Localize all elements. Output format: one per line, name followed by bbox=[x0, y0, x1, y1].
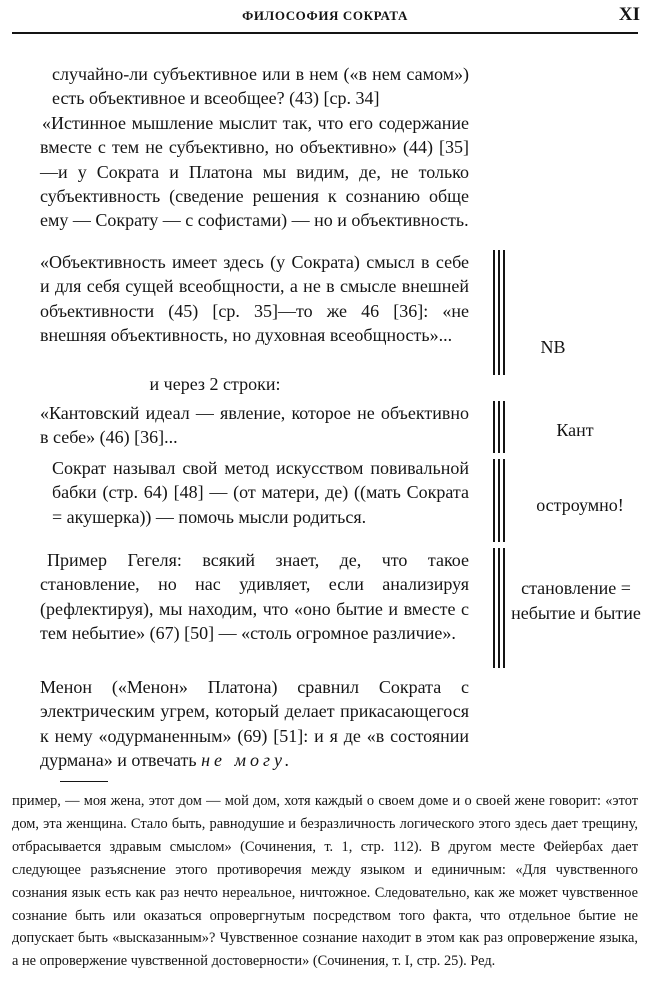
margin-bar bbox=[493, 459, 495, 542]
margin-bar bbox=[503, 250, 505, 375]
paragraph-1: случайно-ли субъективное или в нем («в нем самом») есть объективное и всеобщее? (43) [ср. 34] bbox=[52, 64, 469, 109]
running-title: ФИЛОСОФИЯ СОКРАТА bbox=[242, 8, 408, 23]
paragraph-7: Пример Гегеля: всякий знает, де, что такое становление, но нас удивляет, если анализируя (рефлектируя), мы находим, что «оно бытие и вместе с тем небытие» (67) [50] — «столь огромное различие». bbox=[40, 550, 469, 643]
paragraph-5: «Кантовский идеал — явление, которое не объективно в себе» (46) [36]... bbox=[40, 403, 469, 448]
paragraph-8-emphasis: не могу. bbox=[201, 749, 294, 770]
margin-note-kant: Кант bbox=[556, 420, 594, 440]
margin-bar bbox=[498, 459, 500, 542]
margin-bar bbox=[493, 548, 495, 668]
margin-note-nb: NB bbox=[540, 337, 566, 357]
paragraph-3: «Объективность имеет здесь (у Сократа) смысл в себе и для себя сущей всеобщности, а не в смысле внешней объективности (45) [ср. 35]—то же 46 [36]: «не внешняя объективность, но духовная всеобщность»... bbox=[40, 252, 469, 345]
margin-bar bbox=[498, 548, 500, 668]
margin-note-ostroumno: остроумно! bbox=[536, 495, 624, 515]
footnote-rule bbox=[60, 781, 108, 782]
paragraph-4: и через 2 строки: bbox=[149, 374, 281, 394]
header-rule bbox=[12, 32, 638, 34]
margin-bar bbox=[503, 459, 505, 542]
paragraph-8-text: Менон («Менон» Платона) сравнил Сократа с электрическим угрем, который делает прикасающегося к нему «одурманенным» (69) [51]: и я де «в состоянии дурмана» и отвечать bbox=[40, 677, 469, 770]
page-number: XI bbox=[618, 4, 640, 25]
margin-bar bbox=[493, 401, 495, 453]
paragraph-6: Сократ называл свой метод искусством повивальной бабки (стр. 64) [48] — (от матери, де) ((мать Сократа = акушерка)) — помочь мысли родиться. bbox=[52, 458, 469, 527]
footnote: пример, — моя жена, этот дом — мой дом, хотя каждый о своем доме и о своей жене говорит: «этот дом, эта женщина. Стало быть, равнодушие и безразличность логического этого здесь дает трещину, отбрасывается здравым смыслом» (Сочинения, т. 1, стр. 112). В другом месте Фейербах дает следующее разъяснение этого противоречия между языком и единичным: «Для чувственного сознания язык есть как раз нечто нереальное, ничтожное. Следовательно, как же может чувственное сознание быть или оказаться опровергнутым посредством того факта, что отдельное бытие не допускает быть «высказанным»? Чувственное сознание находит в этом как раз опровержение языка, а не опровержение чувственной достоверности» (Сочинения, т. I, стр. 25). Ред. bbox=[12, 793, 638, 970]
paragraph-2: «Истинное мышление мыслит так, что его содержание вместе с тем не субъективно, но объективно» (44) [35] —и у Сократа и Платона мы видим, де, не только субъективность (сведение решения к сознанию обще ему — Сократу — с софистами) — но и объективность. bbox=[40, 113, 469, 231]
margin-bar bbox=[503, 548, 505, 668]
margin-bar bbox=[493, 250, 495, 375]
paragraph-8 bbox=[40, 675, 469, 772]
margin-bar bbox=[503, 401, 505, 453]
margin-bar bbox=[498, 401, 500, 453]
margin-bar bbox=[498, 250, 500, 375]
margin-note-stanovlenie: становление = небытие и бытие bbox=[511, 578, 641, 623]
